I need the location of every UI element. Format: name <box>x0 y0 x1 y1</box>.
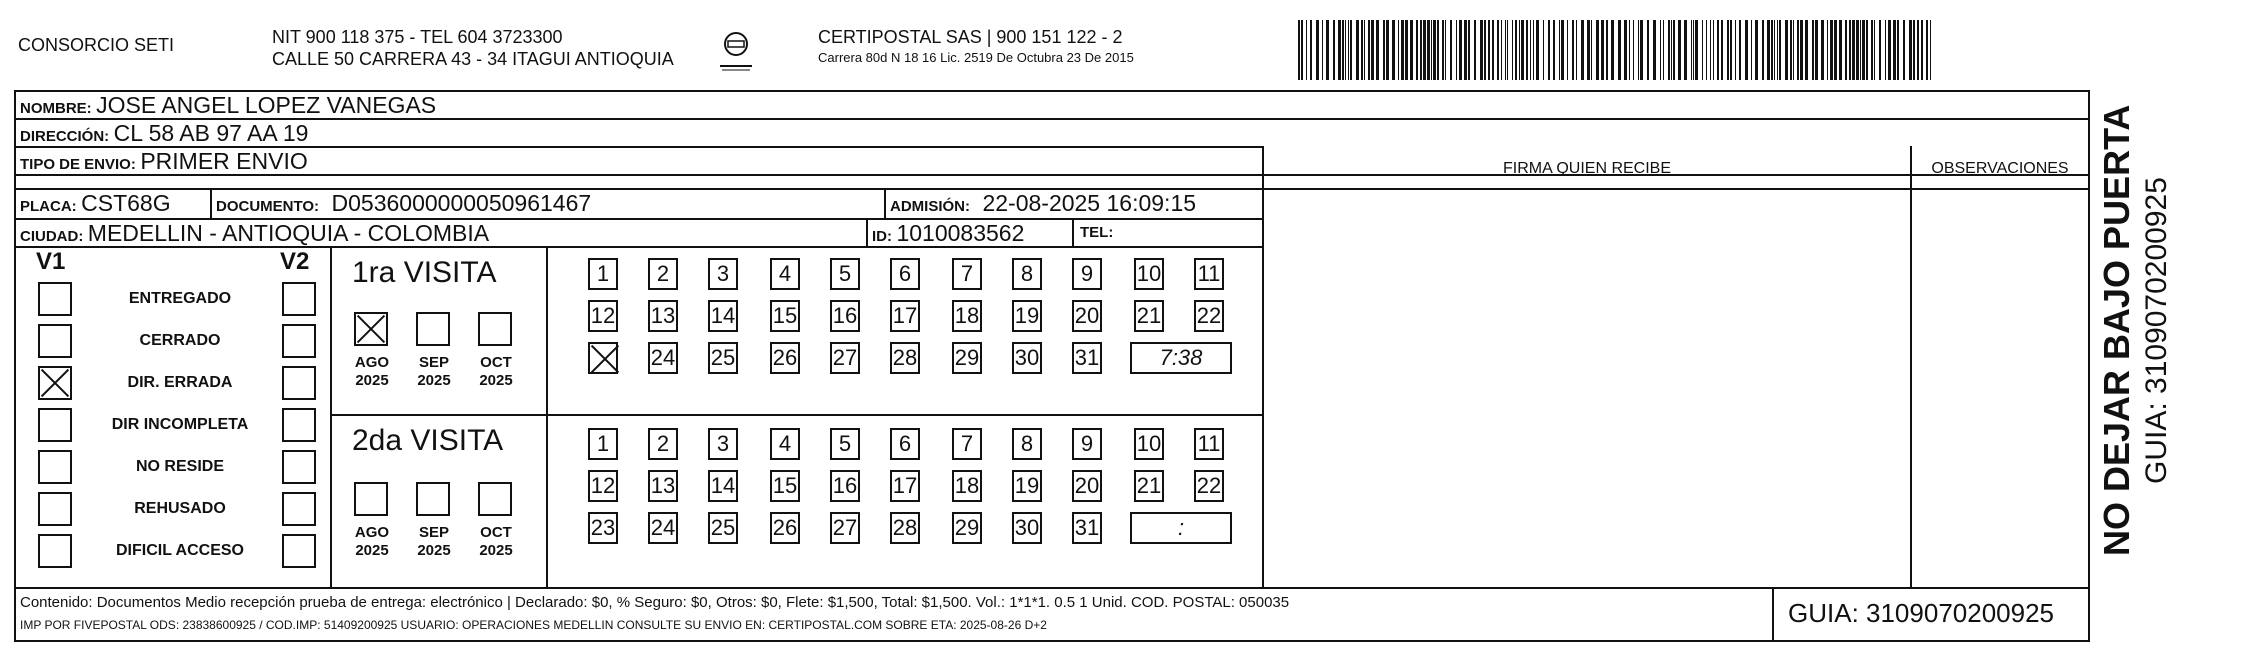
barcode-bar <box>1727 20 1729 80</box>
barcode-bar <box>1576 20 1577 80</box>
barcode-bar <box>1420 20 1422 80</box>
barcode-bar <box>1484 20 1486 80</box>
second-visit-month-label: SEP <box>418 524 449 541</box>
first-visit-month-checkbox[interactable] <box>478 312 512 346</box>
barcode-bar <box>1762 20 1764 80</box>
barcode-bar <box>1668 20 1670 80</box>
barcode-bar <box>1618 20 1621 80</box>
barcode-bar <box>1691 20 1692 80</box>
barcode-bar <box>1497 20 1499 80</box>
placa-row <box>20 188 171 222</box>
first-visit-day-box[interactable]: 27 <box>830 342 860 374</box>
first-visit-day-box[interactable]: 13 <box>648 300 678 332</box>
barcode-bar <box>1392 20 1395 80</box>
barcode-bar <box>1442 20 1444 80</box>
barcode-bar <box>1909 20 1912 80</box>
barcode-bar <box>1793 20 1794 80</box>
address-line: CALLE 50 CARRERA 43 - 34 ITAGUI ANTIOQUIA <box>272 49 674 69</box>
barcode-bar <box>1316 20 1319 80</box>
barcode-bar <box>1930 20 1931 80</box>
v1-label: V1 <box>36 248 66 275</box>
first-visit-day-box[interactable]: 16 <box>830 300 860 332</box>
barcode-bar <box>1567 20 1568 80</box>
documento-label: DOCUMENTO: <box>216 198 320 215</box>
second-visit-day-box[interactable]: 24 <box>648 512 678 544</box>
second-visit-day-box[interactable]: 27 <box>830 512 860 544</box>
certipostal-logo-icon <box>716 30 756 74</box>
barcode-bar <box>1405 20 1408 80</box>
reason-label: DIR INCOMPLETA <box>111 416 249 433</box>
placa-value: CST68G <box>81 190 171 216</box>
first-visit-day-box[interactable]: 20 <box>1072 300 1102 332</box>
barcode-bar <box>1464 20 1467 80</box>
second-visit-day-box[interactable]: 23 <box>588 512 618 544</box>
second-visit-day-box[interactable]: 25 <box>708 512 738 544</box>
second-visit-day-box[interactable]: 11 <box>1194 428 1224 460</box>
barcode-bar <box>1834 20 1837 80</box>
second-visit-day-box[interactable]: 28 <box>890 512 920 544</box>
reason-v1-checkbox[interactable] <box>38 366 72 400</box>
second-visit-day-box[interactable]: 10 <box>1134 428 1164 460</box>
second-visit-day-box[interactable]: 8 <box>1012 428 1042 460</box>
barcode-bar <box>1572 20 1574 80</box>
barcode-bar <box>1830 20 1833 80</box>
barcode-bar <box>1702 20 1703 80</box>
second-visit-day-box[interactable]: 7 <box>952 428 982 460</box>
barcode-bar <box>1771 20 1773 80</box>
second-visit-day-box[interactable]: 22 <box>1194 470 1224 502</box>
barcode-bar <box>1507 20 1508 80</box>
footer-line-2: IMP POR FIVEPOSTAL ODS: 23838600925 / COD.IMP: 51409200925 USUARIO: OPERACIONES MEDELLIN CONSULTE SU ENVIO EN: CERTIPOSTAL.COM SOBRE ETA: 2025-08-26 D+2 <box>20 618 1047 632</box>
first-visit-day-box[interactable]: 30 <box>1012 342 1042 374</box>
barcode-bar <box>1437 20 1439 80</box>
first-visit-label: 1ra VISITA <box>352 256 497 289</box>
barcode-bar <box>1721 20 1723 80</box>
barcode-bar <box>1333 20 1335 80</box>
first-visit-month-checkbox[interactable] <box>416 312 450 346</box>
barcode-bar <box>1815 20 1818 80</box>
first-visit-day-box[interactable]: 31 <box>1072 342 1102 374</box>
first-visit-day-box[interactable]: 26 <box>770 342 800 374</box>
reason-v1-checkbox[interactable] <box>38 492 72 526</box>
second-visit-day-box[interactable]: 30 <box>1012 512 1042 544</box>
footer-line-1: Contenido: Documentos Medio recepción prueba de entrega: electrónico | Declarado: $0, % Seguro: $0, Otros: $0, Flete: $1,500, Total: $1,500. Vol.: 1*1*1. 0.5 1 Unid. COD. POSTAL: 050035 <box>20 594 1290 611</box>
barcode-bar <box>1298 20 1300 80</box>
barcode-bar <box>1897 20 1899 80</box>
first-visit-day-box[interactable]: 2 <box>648 258 678 290</box>
barcode-bar <box>1871 20 1873 80</box>
barcode-bar <box>1717 20 1719 80</box>
reason-v1-checkbox[interactable] <box>38 282 72 316</box>
barcode-bar <box>1350 20 1352 80</box>
side-warning: NO DEJAR BAJO PUERTA <box>2096 104 2137 556</box>
second-visit-month-year: 2025 <box>355 542 389 559</box>
barcode-bar <box>1647 20 1649 80</box>
barcode-bar <box>1306 20 1307 80</box>
barcode-bar <box>1364 20 1365 80</box>
first-visit-day-box[interactable]: 6 <box>890 258 920 290</box>
first-visit-day-box[interactable]: 4 <box>770 258 800 290</box>
reason-v2-checkbox[interactable] <box>282 282 316 316</box>
barcode-bar <box>1893 20 1896 80</box>
nombre-label: NOMBRE: <box>20 100 92 117</box>
second-visit-month-label: OCT <box>480 524 512 541</box>
barcode-bar <box>1839 20 1842 80</box>
footer-guia: GUIA: 3109070200925 <box>1788 598 2054 628</box>
barcode-bar <box>1376 20 1379 80</box>
barcode-bar <box>1368 20 1370 80</box>
second-visit-month-label: AGO <box>354 524 390 541</box>
first-visit-day-box[interactable]: 7 <box>952 258 982 290</box>
first-visit-month-year: 2025 <box>479 372 513 389</box>
second-visit-day-box[interactable]: 14 <box>708 470 738 502</box>
barcode-bar <box>1345 20 1346 80</box>
second-visit-day-box[interactable]: 5 <box>830 428 860 460</box>
second-visit-day-box[interactable]: 15 <box>770 470 800 502</box>
reason-v1-checkbox[interactable] <box>38 450 72 484</box>
observaciones-label: OBSERVACIONES <box>1931 160 2069 177</box>
barcode-bar <box>1530 20 1531 80</box>
barcode-bar <box>1536 20 1539 80</box>
barcode-bar <box>1921 20 1923 80</box>
barcode-bar <box>1543 20 1544 80</box>
barcode-bar <box>1591 20 1592 80</box>
second-visit-day-box[interactable]: 16 <box>830 470 860 502</box>
direccion-value: CL 58 AB 97 AA 19 <box>113 120 309 146</box>
barcode-bar <box>1678 20 1681 80</box>
barcode-bar <box>1553 20 1555 80</box>
barcode-bar <box>1856 20 1859 80</box>
placa-label: PLACA: <box>20 198 77 215</box>
barcode-bar <box>1383 20 1385 80</box>
admision-row <box>890 188 1196 222</box>
barcode-bar <box>1450 20 1452 80</box>
first-visit-month-year: 2025 <box>417 372 451 389</box>
barcode-bar <box>1526 20 1528 80</box>
barcode-bar <box>1713 20 1714 80</box>
first-visit-day-box[interactable]: 8 <box>1012 258 1042 290</box>
barcode-bar <box>1862 20 1865 80</box>
barcode-bar <box>1427 20 1430 80</box>
reason-v2-checkbox[interactable] <box>282 366 316 400</box>
admision-label: ADMISIÓN: <box>890 198 970 215</box>
second-visit-month-checkbox[interactable] <box>478 482 512 516</box>
barcode-bar <box>1505 20 1506 80</box>
reason-v1-checkbox[interactable] <box>38 324 72 358</box>
nombre-value: JOSE ANGEL LOPEZ VANEGAS <box>96 92 437 118</box>
barcode-bar <box>1805 20 1808 80</box>
barcode-bar <box>1653 20 1656 80</box>
tel-row <box>1080 218 1113 248</box>
barcode-bar <box>1515 20 1517 80</box>
barcode-bar <box>1581 20 1584 80</box>
barcode-bar <box>1445 20 1446 80</box>
first-visit-day-box[interactable]: 14 <box>708 300 738 332</box>
reason-label: REHUSADO <box>134 500 226 517</box>
second-visit-month-year: 2025 <box>479 542 513 559</box>
barcode-bar <box>1684 20 1687 80</box>
barcode-bar <box>1797 20 1799 80</box>
nit-line: NIT 900 118 375 - TEL 604 3723300 <box>272 27 563 47</box>
barcode-bar <box>1596 20 1599 80</box>
reason-v2-checkbox[interactable] <box>282 408 316 442</box>
barcode-bar <box>1827 20 1828 80</box>
barcode-bar <box>1629 20 1630 80</box>
barcode-bar <box>1519 20 1520 80</box>
barcode-bar <box>1739 20 1741 80</box>
barcode-bar <box>1398 20 1399 80</box>
barcode-bar <box>1879 20 1881 80</box>
barcode-bar <box>1480 20 1483 80</box>
ciudad-row <box>20 218 489 252</box>
license-line: Carrera 80d N 18 16 Lic. 2519 De Octubra 23 De 2015 <box>818 50 1134 65</box>
barcode-bar <box>1301 20 1303 80</box>
barcode-bar <box>1790 20 1792 80</box>
documento-value: D0536000000050961467 <box>331 190 592 216</box>
second-visit-month-year: 2025 <box>417 542 451 559</box>
barcode-bar <box>1548 20 1550 80</box>
reason-v1-checkbox[interactable] <box>38 408 72 442</box>
barcode-bar <box>1888 20 1891 80</box>
barcode-bar <box>1860 20 1861 80</box>
observaciones-area[interactable] <box>1912 190 2088 586</box>
reason-v2-checkbox[interactable] <box>282 534 316 568</box>
barcode-bar <box>1386 20 1389 80</box>
barcode-bar <box>1866 20 1868 80</box>
barcode-bar <box>1903 20 1905 80</box>
barcode-bar <box>1371 20 1374 80</box>
second-visit-day-box[interactable]: 20 <box>1072 470 1102 502</box>
v2-label: V2 <box>280 248 310 275</box>
barcode-bar <box>1735 20 1736 80</box>
barcode-bar <box>1488 20 1490 80</box>
barcode-bar <box>1533 20 1534 80</box>
reason-label: ENTREGADO <box>128 290 232 307</box>
barcode-bar <box>1751 20 1752 80</box>
barcode-bar <box>1874 20 1875 80</box>
first-visit-time-box[interactable]: 7:38 <box>1130 342 1232 374</box>
first-visit-month-label: AGO <box>354 354 390 371</box>
barcode-bar <box>1755 20 1758 80</box>
barcode-bar <box>1640 20 1643 80</box>
second-visit-month-checkbox[interactable] <box>416 482 450 516</box>
second-visit-day-box[interactable]: 13 <box>648 470 678 502</box>
barcode-bar <box>1785 20 1788 80</box>
first-visit-day-box[interactable]: 5 <box>830 258 860 290</box>
barcode-bar <box>1767 20 1770 80</box>
firma-area[interactable] <box>1264 190 1910 586</box>
second-visit-day-box[interactable]: 18 <box>952 470 982 502</box>
barcode-bar <box>1601 20 1604 80</box>
barcode-bar <box>1606 20 1608 80</box>
reason-v1-checkbox[interactable] <box>38 534 72 568</box>
admision-value: 22-08-2025 16:09:15 <box>982 190 1197 216</box>
barcode-bar <box>1917 20 1919 80</box>
barcode-bar <box>1468 20 1470 80</box>
first-visit-day-box[interactable]: 24 <box>648 342 678 374</box>
barcode-bar <box>1693 20 1694 80</box>
second-visit-day-box[interactable]: 31 <box>1072 512 1102 544</box>
barcode-bar <box>1926 20 1928 80</box>
second-visit-day-box[interactable]: 26 <box>770 512 800 544</box>
second-visit-day-box[interactable]: 3 <box>708 428 738 460</box>
first-visit-day-box[interactable]: 18 <box>952 300 982 332</box>
barcode-bar <box>1474 20 1476 80</box>
barcode-bar <box>1512 20 1513 80</box>
barcode-bar <box>1695 20 1698 80</box>
second-visit-day-box[interactable]: 4 <box>770 428 800 460</box>
barcode-bar <box>1633 20 1634 80</box>
id-value: 1010083562 <box>896 220 1025 246</box>
second-visit-day-box[interactable]: 1 <box>588 428 618 460</box>
barcode-bar <box>1561 20 1564 80</box>
first-visit-day-box[interactable]: 19 <box>1012 300 1042 332</box>
second-visit-day-box[interactable]: 17 <box>890 470 920 502</box>
barcode-bar <box>1342 20 1344 80</box>
barcode-bar <box>1710 20 1711 80</box>
first-visit-month-label: SEP <box>418 354 449 371</box>
first-visit-day-box[interactable]: 28 <box>890 342 920 374</box>
barcode-bar <box>1416 20 1418 80</box>
barcode-bar <box>1361 20 1363 80</box>
first-visit-month-year: 2025 <box>355 372 389 389</box>
barcode-bar <box>1673 20 1675 80</box>
second-visit-day-box[interactable]: 9 <box>1072 428 1102 460</box>
tipo-row <box>20 146 308 180</box>
barcode-bar <box>1611 20 1614 80</box>
first-visit-day-box[interactable]: 12 <box>588 300 618 332</box>
first-visit-day-box[interactable]: 11 <box>1194 258 1224 290</box>
id-label: ID: <box>872 228 892 245</box>
reason-v2-checkbox[interactable] <box>282 492 316 526</box>
barcode-bar <box>1521 20 1524 80</box>
documento-row <box>216 188 591 222</box>
side-guia: GUIA: 3109070200925 <box>2140 177 2173 484</box>
barcode-bar <box>1638 20 1639 80</box>
first-visit-day-box[interactable]: 3 <box>708 258 738 290</box>
reason-label: CERRADO <box>139 332 221 349</box>
barcode-bar <box>1310 20 1312 80</box>
barcode-bar <box>1779 20 1781 80</box>
barcode-bar <box>1348 20 1349 80</box>
second-visit-month-checkbox[interactable] <box>354 482 388 516</box>
barcode-bar <box>1706 20 1707 80</box>
barcode-bar <box>1423 20 1426 80</box>
first-visit-month-label: OCT <box>480 354 512 371</box>
barcode-bar <box>1401 20 1404 80</box>
barcode-bar <box>1326 20 1329 80</box>
barcode-bar <box>1800 20 1803 80</box>
second-visit-day-box[interactable]: 6 <box>890 428 920 460</box>
barcode-bar <box>1492 20 1494 80</box>
first-visit-day-box[interactable]: 9 <box>1072 258 1102 290</box>
ciudad-value: MEDELLIN - ANTIOQUIA - COLOMBIA <box>87 220 490 246</box>
second-visit-day-box[interactable]: 29 <box>952 512 982 544</box>
tel-label: TEL: <box>1080 224 1114 241</box>
barcode-bar <box>1559 20 1560 80</box>
first-visit-day-box[interactable]: 15 <box>770 300 800 332</box>
first-visit-day-box[interactable]: 21 <box>1134 300 1164 332</box>
reason-label: NO RESIDE <box>135 458 224 475</box>
reason-v2-checkbox[interactable] <box>282 450 316 484</box>
barcode-bar <box>1774 20 1775 80</box>
barcode-bar <box>1812 20 1814 80</box>
barcode-bar <box>1456 20 1457 80</box>
first-visit-day-box[interactable]: 29 <box>952 342 982 374</box>
barcode-bar <box>1671 20 1672 80</box>
firma-label: FIRMA QUIEN RECIBE <box>1502 160 1672 177</box>
barcode-bar <box>1745 20 1748 80</box>
barcode-bar <box>1356 20 1359 80</box>
barcode-bar <box>1624 20 1627 80</box>
direccion-label: DIRECCIÓN: <box>20 128 110 145</box>
second-visit-time-box[interactable]: : <box>1130 512 1232 544</box>
barcode-bar <box>1660 20 1661 80</box>
second-visit-day-box[interactable]: 12 <box>588 470 618 502</box>
barcode-bar <box>1410 20 1413 80</box>
barcode-bar <box>1821 20 1824 80</box>
barcode-bar <box>1501 20 1502 80</box>
barcode-bar <box>1433 20 1436 80</box>
tipo-label: TIPO DE ENVIO: <box>20 156 136 173</box>
barcode-bar <box>1663 20 1664 80</box>
first-visit-day-box[interactable]: 25 <box>708 342 738 374</box>
barcode <box>1298 20 1938 80</box>
reason-label: DIR. ERRADA <box>127 374 233 391</box>
id-row <box>872 218 1024 252</box>
barcode-bar <box>1459 20 1462 80</box>
barcode-bar <box>1852 20 1855 80</box>
barcode-bar <box>1431 20 1432 80</box>
barcode-bar <box>1777 20 1778 80</box>
second-visit-label: 2da VISITA <box>352 424 504 457</box>
barcode-bar <box>1322 20 1323 80</box>
barcode-bar <box>1913 20 1915 80</box>
certipostal-line: CERTIPOSTAL SAS | 900 151 122 - 2 <box>818 27 1123 47</box>
first-visit-day-box[interactable]: 22 <box>1194 300 1224 332</box>
first-visit-day-box[interactable]: 10 <box>1134 258 1164 290</box>
barcode-bar <box>1338 20 1341 80</box>
reason-label: DIFICIL ACCESO <box>115 542 244 559</box>
barcode-bar <box>1730 20 1732 80</box>
barcode-bar <box>1587 20 1590 80</box>
first-visit-month-checkbox[interactable] <box>354 312 388 346</box>
company-name: CONSORCIO SETI <box>18 35 175 55</box>
first-visit-day-box[interactable]: 17 <box>890 300 920 332</box>
barcode-bar <box>1849 20 1851 80</box>
ciudad-label: CIUDAD: <box>20 228 84 245</box>
first-visit-day-box[interactable]: 1 <box>588 258 618 290</box>
second-visit-day-box[interactable]: 21 <box>1134 470 1164 502</box>
second-visit-day-box[interactable]: 2 <box>648 428 678 460</box>
second-visit-day-box[interactable]: 19 <box>1012 470 1042 502</box>
barcode-bar <box>1885 20 1886 80</box>
reason-v2-checkbox[interactable] <box>282 324 316 358</box>
tipo-value: PRIMER ENVIO <box>140 148 308 174</box>
first-visit-day-box[interactable] <box>588 342 618 374</box>
barcode-bar <box>1845 20 1847 80</box>
